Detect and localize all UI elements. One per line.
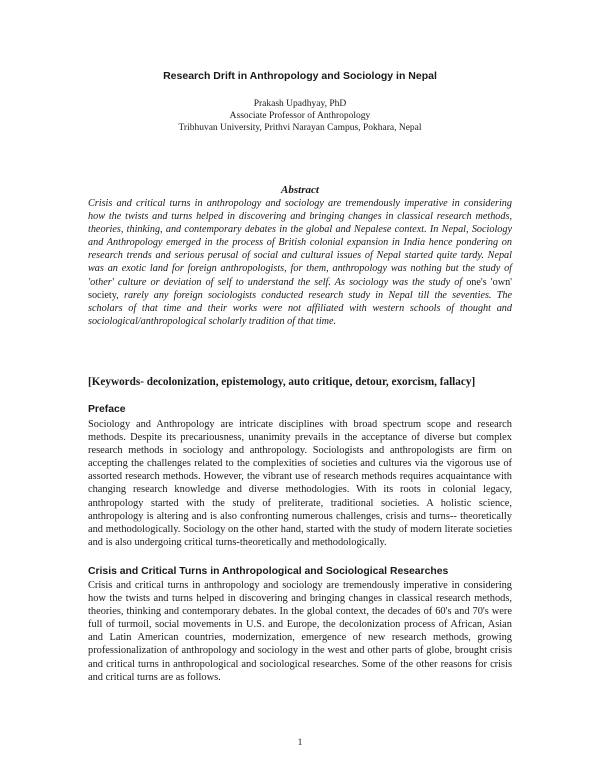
abstract-text xyxy=(88,197,512,328)
abstract-text-part-a: Crisis and critical turns in anthropology and sociology are tremendously imperative in considering how the twists and turns helped in discovering and bringing changes in classical research methods, theories, thinking, and contemporary debates in the global and Nepalese context. In Nepal, Sociology and Anthropology emerged in the process of British colonial expansion in India hence pondering on research trends and serious perusal of social and cultural issues of Nepal started quite tardy. Nepal was an exotic land for foreign anthropologists, for them, anthropology was nothing but the study of 'other' culture or deviation of self to understand the self. As sociology was the study of xyxy=(88,198,512,288)
preface-text: Sociology and Anthropology are intricate disciplines with broad spectrum scope and research methods. Despite its precariousness, unanimity prevails in the acceptance of diverse but complex research methods in sociology and anthropology. Sociologists and anthropologists are firm on accepting the challenges related to the complexities of societies and cultures via the vigorous use of assorted research methods. However, the vibrant use of research methods requires acquaintance with changing research knowledge and diverse methodologies. With its roots in colonial legacy, anthropology started with the study of preliterate, traditional societies. A holistic science, anthropology is altering and is also confronting numerous challenges, crisis and turns-- theoretically and methodologically. Sociology on the other hand, started with the study of modern literate societies and is also undergoing critical turns-theoretically and methodologically. xyxy=(88,419,512,548)
author-position: Associate Professor of Anthropology xyxy=(229,111,371,121)
author-name: Prakash Upadhyay, PhD xyxy=(253,99,347,109)
paper-title: Research Drift in Anthropology and Sociology in Nepal xyxy=(163,70,437,82)
author-affiliation: Tribhuvan University, Prithvi Narayan Campus, Pokhara, Nepal xyxy=(178,123,422,133)
keywords-line: [Keywords- decolonization, epistemology, auto critique, detour, exorcism, fallacy] xyxy=(88,376,476,388)
abstract-heading: Abstract xyxy=(281,184,319,196)
crisis-section-heading: Crisis and Critical Turns in Anthropological and Sociological Researches xyxy=(88,566,449,577)
crisis-section-text: Crisis and critical turns in anthropology and sociology are tremendously imperative in considering how the twists and turns helped in discovering and bringing changes in classical research methods, theories, thinking and contemporary debates. In the global context, the decades of 60's and 70's were full of turmoil, social movements in U.S. and Europe, the decolonization process of African, Asian and Latin American countries, modernization, emergence of new research methods, growing professionalization of anthropology and sociology in the west and other parts of globe, brought crisis and critical turns in anthropological and sociological researches. Some of the other reasons for crisis and critical turns are as follows. xyxy=(88,580,512,683)
page-number: 1 xyxy=(297,738,303,748)
abstract-text-part-b: rarely any foreign sociologists conducted research study in Nepal till the seventies. The scholars of that time and their works were not affiliated with western schools of thought and sociological/anthropological scholarly tradition of that time. xyxy=(88,289,512,327)
abstract-text-upright: one's 'own' society, xyxy=(88,276,512,301)
preface-heading: Preface xyxy=(88,404,126,415)
